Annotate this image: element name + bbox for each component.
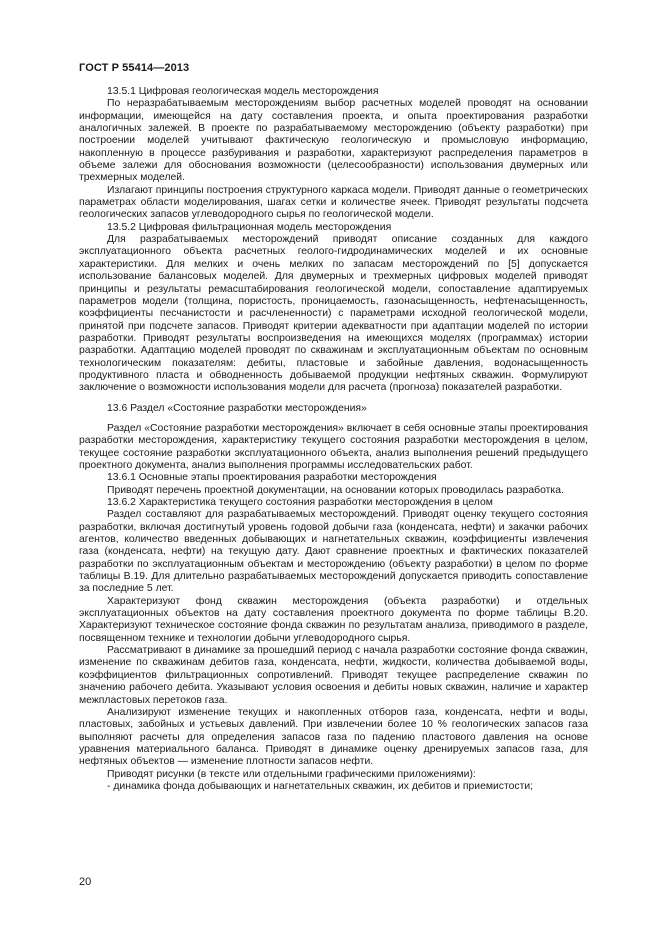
paragraph: Раздел «Состояние разработки месторождения» включает в себя основные этапы проектирования разработки месторождения, характеристику текущего состояния разработки месторождения в целом, текущее состояние разработки эксплуатационного объекта, анализ выполнения решений предыдущего проектного документа, анализ выполнения программы исследовательских работ. [79,422,588,471]
paragraph: Анализируют изменение текущих и накопленных отборов газа, конденсата, нефти и воды, пластовых, забойных и устьевых давлений. При извлечении более 10 % геологических запасов газа выполняют расчеты для определения запасов газа по падению пластового давления на основе уравнения материального баланса. Приводят в динамике оценку дренируемых запасов газа, для нефтяных объектов — изменение плотности запасов нефти. [79,706,588,768]
paragraph: Рассматривают в динамике за прошедший период с начала разработки состояние фонда скважин, изменение по скважинам дебитов газа, конденсата, нефти, жидкости, количества добываемой воды, коэффициентов фильтрационных сопротивлений. Приводят текущее распределение скважин по значению рабочего дебита. Указывают условия освоения и дебиты новых скважин, наличие и характер межпластовых перетоков газа. [79,645,588,706]
paragraph: Для разрабатываемых месторождений приводят описание созданных для каждого эксплуатационного объекта расчетных геолого-гидродинамических моделей и их основные характеристики. Для мелких и очень мелких по запасам месторождений по [5] допускается использование балансовых моделей. Для двумерных и трехмерных цифровых моделей приводят принципы и результаты ремасштабирования геологической модели, сопоставление адаптируемых параметров модели (толщина, пористость, проницаемость, газонасыщенность, нефтенасыщенность, коэффициенты песчанистости и расчлененности) с параметрами исходной геологической модели, принятой при подсчете запасов. Приводят критерии адекватности при адаптации моделей по истории разработки. Приводят результаты воспроизведения на имеющихся моделях (программах) истории разработки. Адаптацию моделей проводят по скважинам и эксплуатационным объектам по основным технологическим показателям: дебиты, пластовые и забойные давления, водонасыщенность продуктивного пласта и обводненность добываемой продукции нефтяных скважин. Формулируют заключение о возможности использования модели для расчета (прогноза) показателей разработки. [79,234,588,394]
paragraph: Характеризуют фонд скважин месторождения (объекта разработки) и отдельных эксплуатационных объектов на дату составления проектного документа по форме таблицы В.20. Характеризуют техническое состояние фонда скважин по результатам анализа, приводимого в разделе, посвященном технике и технологии добычи углеводородного сырья. [79,595,588,644]
subsection-heading-13-5-2: 13.5.2 Цифровая фильтрационная модель месторождения [107,221,392,233]
document-body [79,86,588,793]
paragraph: Излагают принципы построения структурного каркаса модели. Приводят данные о геометрических параметрах области моделирования, шагах сетки и количестве ячеек. Приводят результаты подсчета геологических запасов углеводородного сырья по геологической модели. [79,184,588,221]
page-number: 20 [79,876,92,888]
paragraph: По неразрабатываемым месторождениям выбор расчетных моделей проводят на основании информации, имеющейся на дату составления проекта, и опыта проектирования разработки аналогичных залежей. В проекте по разрабатываемому месторождению (объекту разработки) при построении моделей учитывают фактическую геологическую и промысловую информацию, накопленную в процессе разбуривания и разработки, характеризуют распределения параметров в объеме залежи для обоснования возможности (целесообразности) использования двумерных или трехмерных моделей. [79,98,588,184]
section-heading-13-6: 13.6 Раздел «Состояние разработки месторождения» [107,402,367,414]
paragraph: Приводят рисунки (в тексте или отдельными графическими приложениями): [107,768,476,780]
list-item: - динамика фонда добывающих и нагнетательных скважин, их дебитов и приемистости; [107,780,534,792]
subsection-heading-13-6-2: 13.6.2 Характеристика текущего состояния разработки месторождения в целом [107,497,493,508]
paragraph: Приводят перечень проектной документации, на основании которых проводилась разработка. [107,484,564,496]
subsection-heading-13-5-1: 13.5.1 Цифровая геологическая модель месторождения [107,86,379,97]
document-header: ГОСТ Р 55414—2013 [79,62,190,74]
subsection-heading-13-6-1: 13.6.1 Основные этапы проектирования разработки месторождения [107,472,437,484]
paragraph: Раздел составляют для разрабатываемых месторождений. Приводят оценку текущего состояния разработки, включая достигнутый уровень годовой добычи газа (конденсата, нефти) и закачки рабочих агентов, количество введенных добывающих и нагнетательных скважин, коэффициенты извлечения газа (конденсата, нефти) на текущую дату. Дают сравнение проектных и фактических показателей разработки по эксплуатационным объектам и месторождению (объекту разработки) в целом по форме таблицы В.19. Для длительно разрабатываемых месторождений допускается приводить сопоставление за последние 5 лет. [79,509,588,595]
